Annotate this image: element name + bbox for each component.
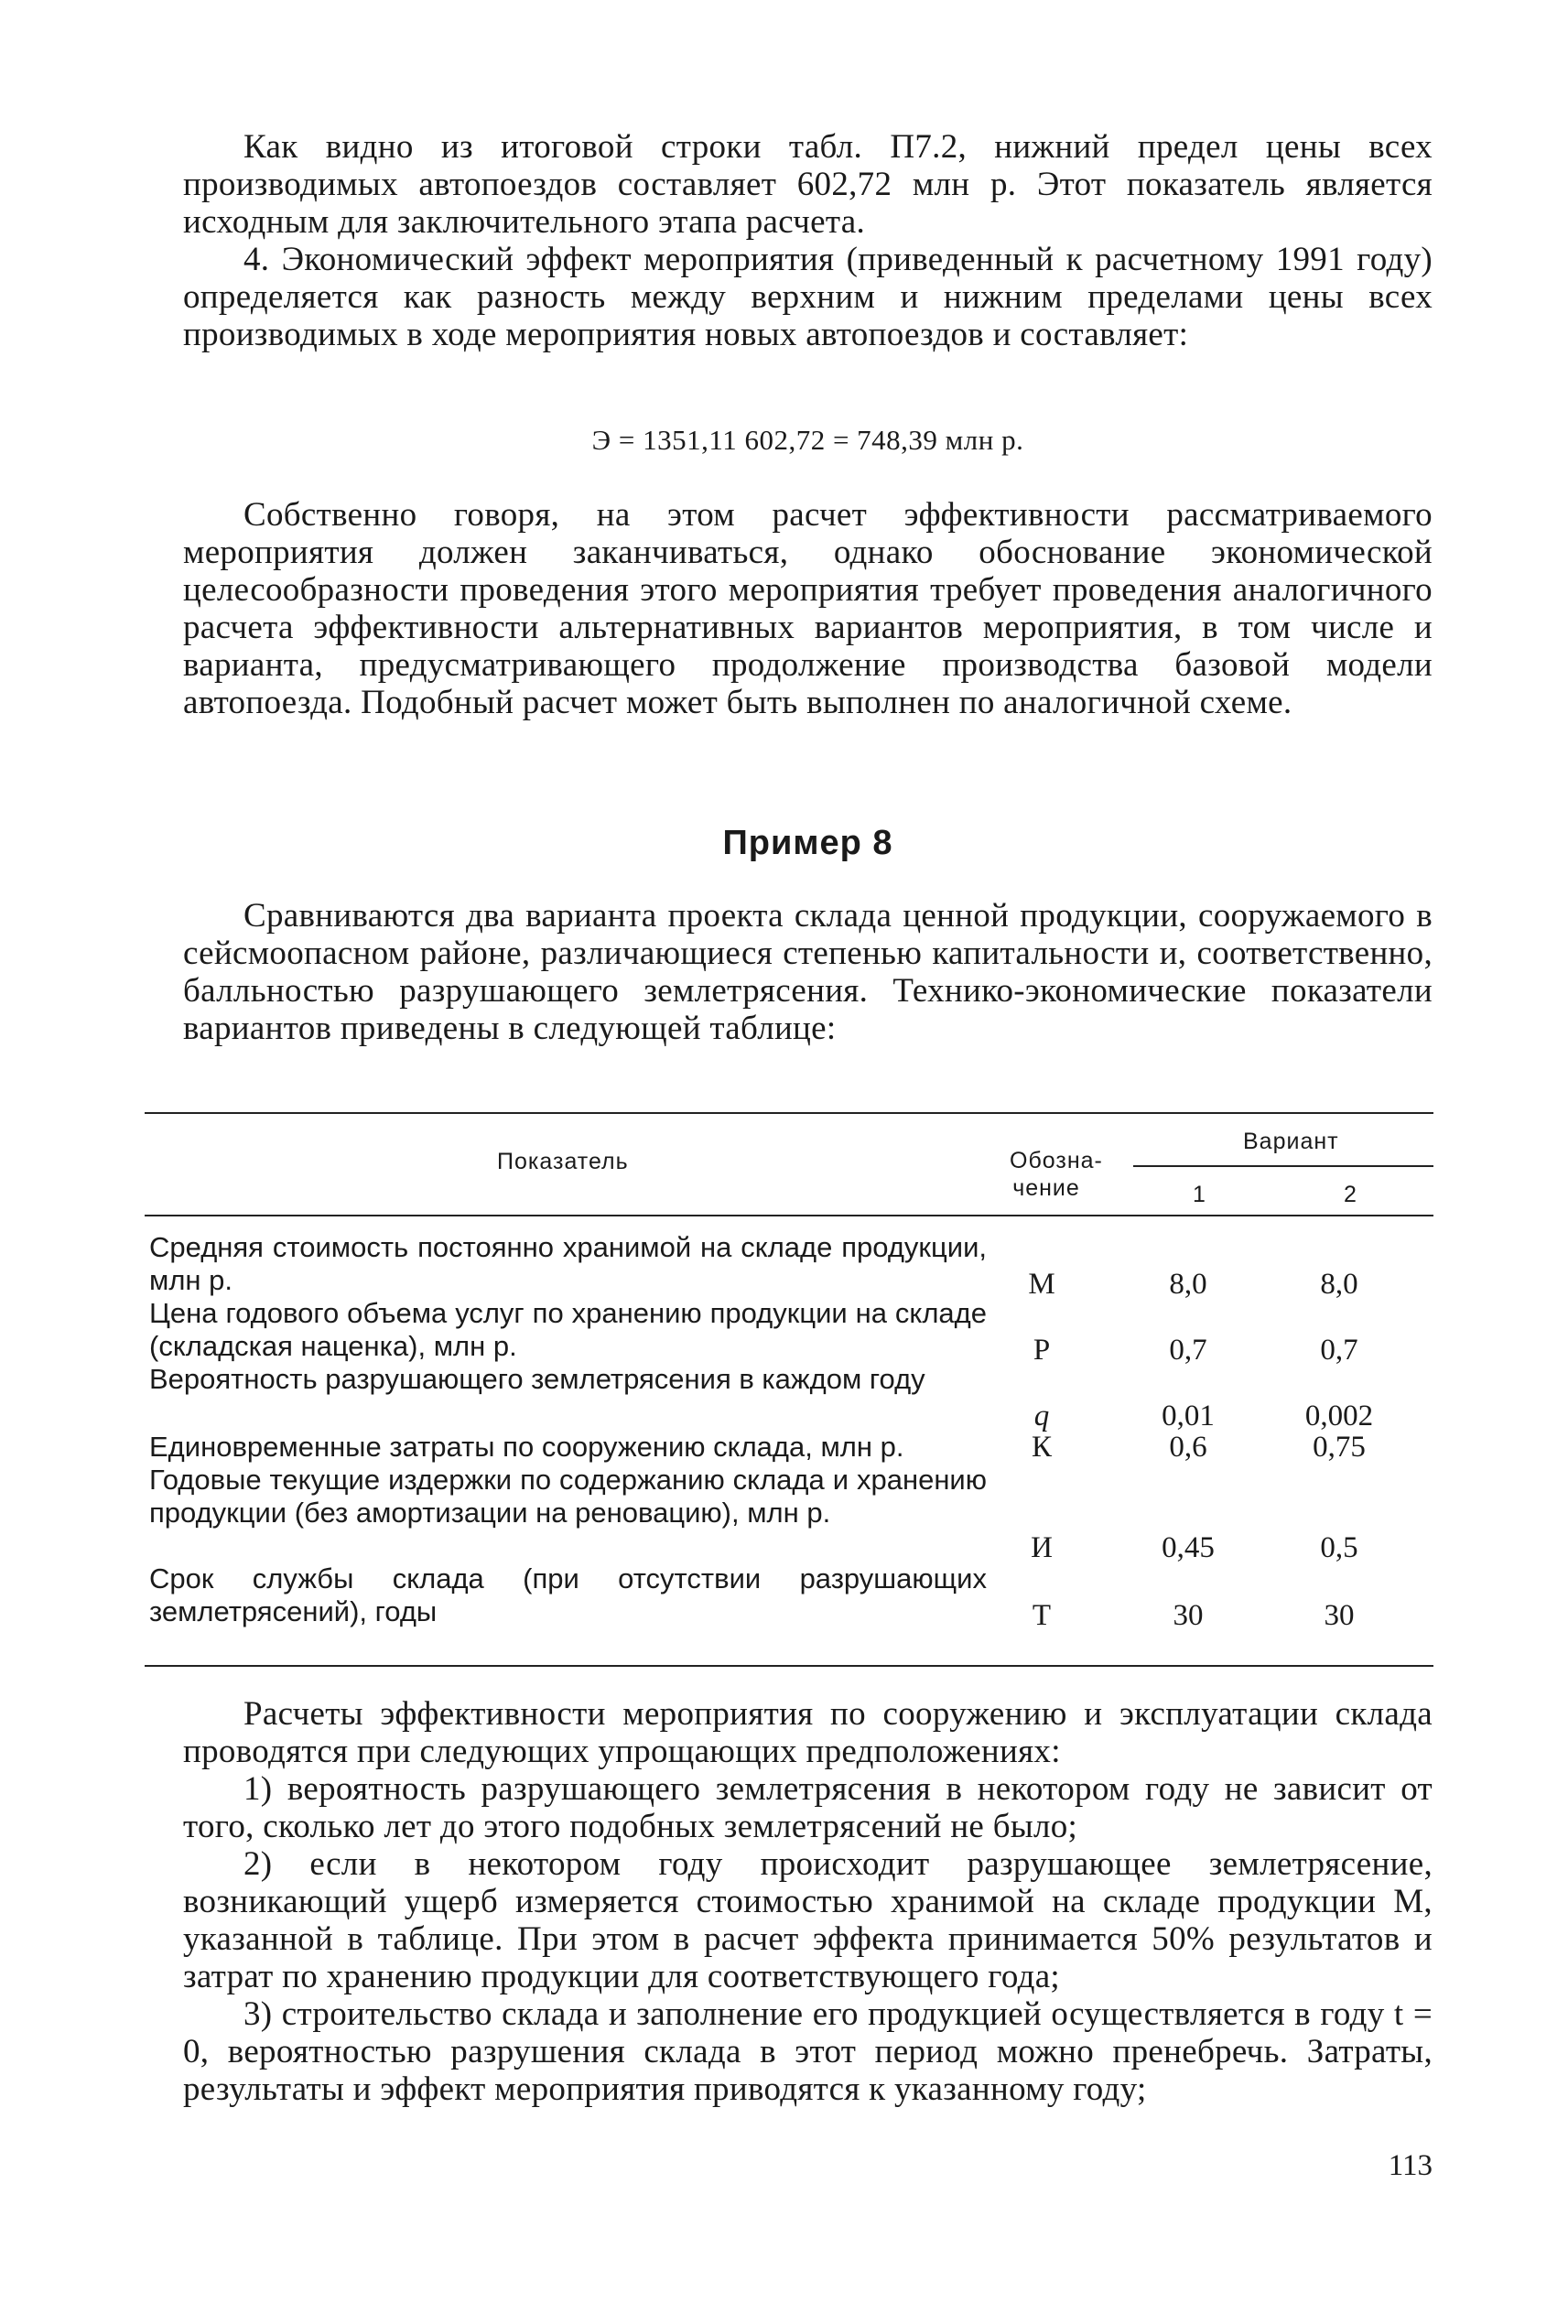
indicators-table [145, 1112, 1433, 1670]
example-intro [183, 897, 1433, 1047]
header-variant-1: 1 [1193, 1182, 1206, 1207]
row-symbol: М [1028, 1268, 1055, 1301]
row-value-variant-1: 0,6 [1169, 1431, 1207, 1464]
intro-section [183, 128, 1433, 353]
row-indicator-name: Срок службы склада (при отсутствии разрушающих землетрясений), годы [149, 1562, 987, 1627]
effect-formula: Э = 1351,11 602,72 = 748,39 млн р. [591, 424, 1024, 456]
row-value-variant-2: 0,7 [1320, 1334, 1358, 1367]
header-indicator: Показатель [497, 1149, 629, 1174]
assumptions-intro: Расчеты эффективности мероприятия по сооружению и эксплуатации склада проводятся при следующих упрощающих предположениях: [183, 1695, 1433, 1770]
row-indicator-name: Средняя стоимость постоянно хранимой на складе продукции, млн р. [149, 1231, 987, 1296]
row-value-variant-2: 30 [1324, 1599, 1355, 1632]
row-symbol: q [1033, 1400, 1050, 1432]
row-value-variant-2: 8,0 [1320, 1268, 1358, 1301]
header-symbol-line1: Обозна- [1010, 1148, 1103, 1173]
assumption-1: 1) вероятность разрушающего землетрясения в некотором году не зависит от того, сколько лет до этого подобных землетрясений не было; [183, 1770, 1433, 1845]
row-symbol: Р [1033, 1334, 1051, 1367]
header-variant-2: 2 [1344, 1182, 1357, 1207]
row-symbol: И [1031, 1531, 1053, 1564]
discussion-section [183, 496, 1433, 721]
row-indicator-name: Единовременные затраты по сооружению склада, млн р. [149, 1431, 904, 1463]
assumptions-section [183, 1695, 1433, 2108]
row-value-variant-1: 8,0 [1169, 1268, 1207, 1301]
intro-paragraph-2: 4. Экономический эффект мероприятия (приведенный к расчетному 1991 году) определяется как разность между верхним и нижним пределами цены всех производимых в ходе мероприятия новых автопоездов и составляет: [183, 241, 1433, 353]
row-symbol: К [1031, 1431, 1052, 1464]
row-value-variant-2: 0,5 [1320, 1531, 1358, 1564]
assumption-2: 2) если в некотором году происходит разрушающее землетрясение, возникающий ущерб измеряется стоимостью хранимой на складе продукции М, указанной в таблице. При этом в расчет эффекта принимается 50% результатов и затрат по хранению продукции для соответствующего года; [183, 1845, 1433, 1995]
row-indicator-name: Цена годового объема услуг по хранению продукции на складе (складская наценка), млн р. [149, 1297, 987, 1362]
row-value-variant-1: 0,45 [1162, 1531, 1215, 1564]
variant-subrule [1133, 1165, 1433, 1167]
row-value-variant-2: 0,002 [1304, 1400, 1374, 1432]
page-number: 113 [1388, 2149, 1433, 2182]
example-paragraph: Сравниваются два варианта проекта склада ценной продукции, сооружаемого в сейсмоопасном районе, различающиеся степенью капитальности и, соответственно, балльностью разрушающего землетрясения. Технико-экономические показатели вариантов приведены в следующей таблице: [183, 897, 1433, 1047]
header-symbol-line2: чение [1012, 1175, 1080, 1201]
row-value-variant-1: 0,01 [1162, 1400, 1215, 1432]
row-symbol: Т [1032, 1599, 1052, 1632]
row-indicator-name: Вероятность разрушающего землетрясения в каждом году [149, 1363, 925, 1395]
row-indicator-name: Годовые текущие издержки по содержанию склада и хранению продукции (без амортизации на реновацию), млн р. [149, 1464, 987, 1529]
assumption-3: 3) строительство склада и заполнение его продукцией осуществляется в году t = 0, вероятностью разрушения склада в этот период можно пренебречь. Затраты, результаты и эффект мероприятия приводятся к указанному году; [183, 1995, 1433, 2108]
table-header-rule [145, 1215, 1433, 1216]
discussion-paragraph: Собственно говоря, на этом расчет эффективности рассматриваемого мероприятия должен заканчиваться, однако обоснование экономической целесообразности проведения этого мероприятия требует проведения аналогичного расчета эффективности альтернативных вариантов мероприятия, в том числе и варианта, предусматривающего продолжение производства базовой модели автопоезда. Подобный расчет может быть выполнен по аналогичной схеме. [183, 496, 1433, 721]
example-heading: Пример 8 [722, 824, 893, 862]
intro-paragraph-1: Как видно из итоговой строки табл. П7.2, нижний предел цены всех производимых автопоездов составляет 602,72 млн р. Этот показатель является исходным для заключительного этапа расчета. [183, 128, 1433, 241]
header-variant: Вариант [1243, 1129, 1339, 1154]
header-symbol [1010, 1147, 1103, 1202]
table-bottom-rule [145, 1665, 1433, 1667]
row-value-variant-1: 0,7 [1169, 1334, 1207, 1367]
row-value-variant-1: 30 [1173, 1599, 1204, 1632]
table-top-rule [145, 1112, 1433, 1114]
row-value-variant-2: 0,75 [1313, 1431, 1366, 1464]
